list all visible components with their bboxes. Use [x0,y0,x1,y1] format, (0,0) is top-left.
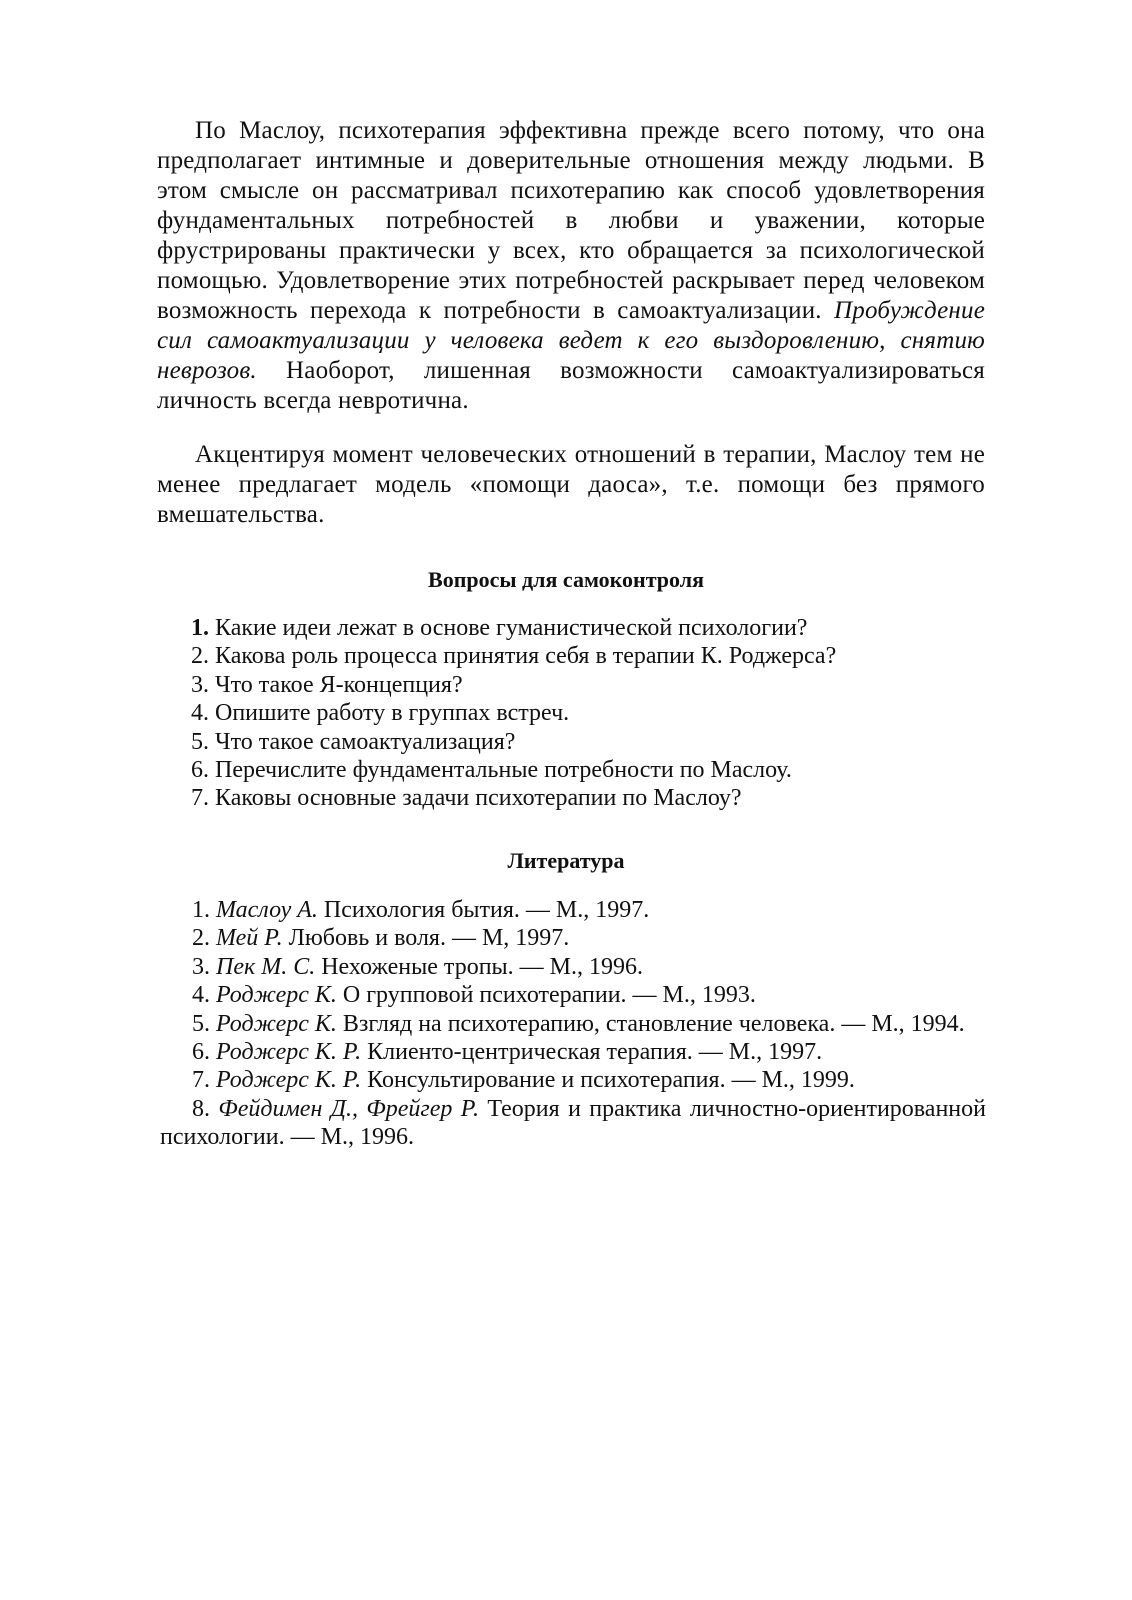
questions-list [191,614,991,813]
paragraph-maslow-psychotherapy [157,116,985,416]
item-text: Консультирование и психотерапия. — М., 1999. [367,1067,855,1094]
item-text: Нехоженые тропы. — М., 1996. [321,953,644,980]
italic-emphasis: Пробуждение сил самоактуализации у человека ведет к его выздоровлению, снятию неврозов. [157,297,985,384]
list-item [191,784,991,812]
list-item [160,924,986,952]
item-text: О групповой психотерапии. — М., 1993. [342,982,756,1009]
item-number: 3. [192,953,210,980]
item-number: 4. [191,700,209,727]
item-author: Роджерс К. [216,982,337,1009]
item-text: Любовь и воля. — М, 1997. [288,925,570,952]
item-text: Что такое самоактуализация? [215,728,516,755]
item-text: Что такое Я-концепция? [215,671,463,698]
list-item [160,1038,986,1066]
list-item [160,1095,986,1152]
item-author: Пек М. С. [216,953,316,980]
list-item [191,671,991,699]
heading-self-control-questions: Вопросы для самоконтроля [428,567,704,592]
list-item [191,642,991,670]
item-number: 1. [192,897,210,923]
item-number: 7. [191,785,209,812]
list-item [160,953,986,981]
list-item [191,614,991,642]
item-number: 7. [192,1067,210,1094]
item-number: 6. [191,757,209,784]
list-item [160,896,986,924]
item-text: Каковы основные задачи психотерапии по Маслоу? [215,785,742,812]
item-author: Роджерс К. Р. [216,1039,362,1066]
item-number: 3. [191,671,209,698]
list-item [160,981,986,1009]
item-text: Взгляд на психотерапию, становление человека. — М., 1994. [342,1010,965,1037]
item-text: Теория и практика личностно-ориентированной психологии. — М., 1996. [160,1095,986,1151]
heading-literature: Литература [507,848,625,873]
item-number: 2. [192,925,210,952]
paragraph-text: Наоборот, лишенная возможности самоактуализироваться личность всегда невротична. [157,357,985,414]
item-author: Роджерс К. Р. [216,1067,362,1094]
item-text: Какова роль процесса принятия себя в терапии К. Роджерса? [215,643,837,670]
item-number: 5. [192,1010,210,1037]
item-text: Какие идеи лежат в основе гуманистической психологии? [215,615,808,641]
item-author: Маслоу А. [216,897,318,923]
item-author: Мей Р. [216,925,283,952]
paragraph-human-relations: Акцентируя момент человеческих отношений в терапии, Маслоу тем не менее предлагает модель «помощи даоса», т.е. помощи без прямого вмешательства. [157,441,985,528]
item-author: Роджерс К. [216,1010,337,1037]
item-text: Психология бытия. — М., 1997. [323,897,650,923]
item-text: Перечислите фундаментальные потребности по Маслоу. [215,757,792,784]
item-number: 1. [191,615,209,641]
item-text: Клиенто-центрическая терапия. — М., 1997. [367,1039,823,1066]
paragraph-text: По Маслоу, психотерапия эффективна прежде всего потому, что она предполагает интимные и доверительные отношения между людьми. В этом смысле он рассматривал психотерапию как способ удовлетворения фундаментальных потребностей в любви и уважении, которые фрустрированы практически у всех, кто обращается за психологической помощью. Удовлетворение этих потребностей раскрывает перед человеком возможность перехода к потребности в самоактуализации. [157,117,985,324]
list-item [160,1010,986,1038]
list-item [191,728,991,756]
literature-list [160,896,986,1152]
item-number: 2. [191,643,209,670]
item-text: Опишите работу в группах встреч. [215,700,570,727]
list-item [191,699,991,727]
list-item [191,756,991,784]
item-number: 6. [192,1039,210,1066]
item-number: 8. [192,1095,210,1122]
item-author: Фейдимен Д., Фрейгер Р. [218,1095,480,1122]
list-item [160,1066,986,1094]
item-number: 4. [192,982,210,1009]
item-number: 5. [191,728,209,755]
